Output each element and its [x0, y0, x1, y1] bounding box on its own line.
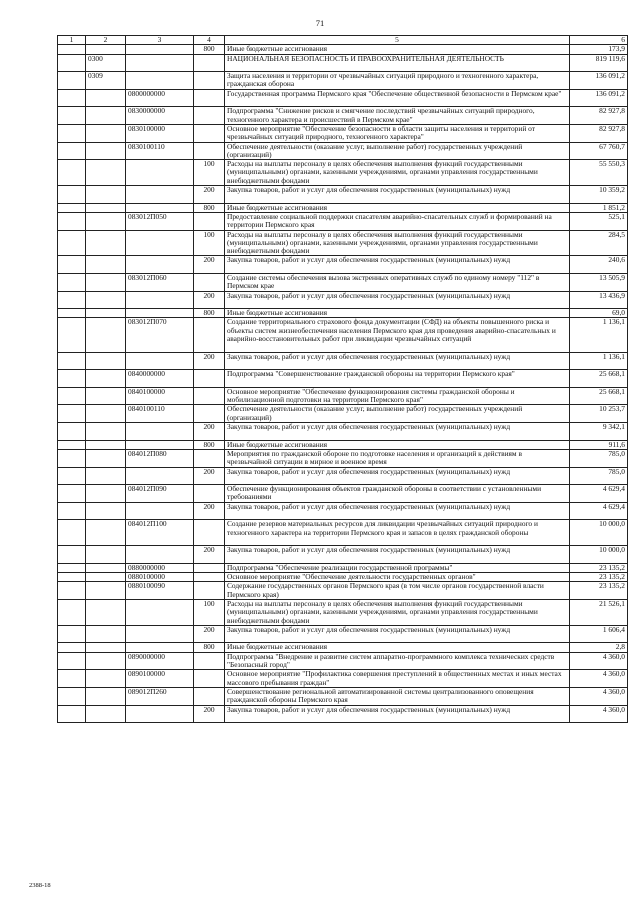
target-article-cell: 084012П100 [126, 520, 194, 546]
item-name-cell: Закупка товаров, работ и услуг для обеспечения государственных (муниципальных) нужд [225, 186, 570, 204]
amount-cell: 2,8 [570, 643, 628, 652]
table-row [58, 387, 628, 405]
expense-type-cell [194, 687, 225, 705]
section-code-cell [86, 160, 126, 186]
amount-cell: 819 119,6 [570, 54, 628, 72]
section-code-cell [86, 291, 126, 309]
target-article-cell [126, 705, 194, 723]
expense-type-cell [194, 107, 225, 125]
empty-cell [58, 670, 86, 688]
expense-type-cell: 800 [194, 309, 225, 318]
table-row [58, 625, 628, 643]
expense-type-cell: 800 [194, 45, 225, 54]
expense-type-cell [194, 387, 225, 405]
table-row [58, 573, 628, 582]
target-article-cell [126, 291, 194, 309]
empty-cell [58, 89, 86, 107]
target-article-cell [126, 546, 194, 564]
column-header: 5 [225, 36, 570, 45]
target-article-cell: 083012П070 [126, 318, 194, 352]
item-name-cell: Обеспечение функционирования объектов гражданской обороны в соответствии с установленными требованиями [225, 485, 570, 503]
column-header-row [58, 36, 628, 45]
table-row [58, 230, 628, 256]
section-code-cell [86, 318, 126, 352]
amount-cell: 10 000,0 [570, 520, 628, 546]
expense-type-cell [194, 573, 225, 582]
empty-cell [58, 405, 86, 423]
target-article-cell [126, 599, 194, 625]
item-name-cell: Закупка товаров, работ и услуг для обеспечения государственных (муниципальных) нужд [225, 625, 570, 643]
table-row [58, 318, 628, 352]
target-article-cell: 083012П060 [126, 274, 194, 292]
amount-cell: 9 342,1 [570, 423, 628, 441]
section-code-cell: 0309 [86, 72, 126, 90]
section-code-cell [86, 124, 126, 142]
section-code-cell [86, 107, 126, 125]
empty-cell [58, 520, 86, 546]
section-code-cell [86, 440, 126, 449]
table-row [58, 440, 628, 449]
table-row [58, 256, 628, 274]
target-article-cell: 0800000000 [126, 89, 194, 107]
section-code-cell [86, 186, 126, 204]
table-row [58, 652, 628, 670]
target-article-cell: 0890000000 [126, 652, 194, 670]
expense-type-cell [194, 124, 225, 142]
target-article-cell [126, 160, 194, 186]
section-code-cell [86, 467, 126, 485]
expense-type-cell: 200 [194, 256, 225, 274]
amount-cell: 785,0 [570, 467, 628, 485]
empty-cell [58, 625, 86, 643]
expense-type-cell [194, 370, 225, 388]
item-name-cell: Создание резервов материальных ресурсов для ликвидации чрезвычайных ситуаций природного и техногенного характера на территории Пермского края и запасов в целях гражданской обороны [225, 520, 570, 546]
table-row [58, 107, 628, 125]
empty-cell [58, 54, 86, 72]
table-row [58, 546, 628, 564]
target-article-cell [126, 186, 194, 204]
target-article-cell [126, 256, 194, 274]
item-name-cell: Обеспечение деятельности (оказание услуг, выполнение работ) государственных учреждений (организаций) [225, 405, 570, 423]
item-name-cell: Закупка товаров, работ и услуг для обеспечения государственных (муниципальных) нужд [225, 546, 570, 564]
empty-cell [58, 467, 86, 485]
expense-type-cell: 200 [194, 502, 225, 520]
item-name-cell: Расходы на выплаты персоналу в целях обеспечения выполнения функций государственными (муниципальными) органами, казенными учреждениями, органами управления государственными внебюджетными фондами [225, 160, 570, 186]
column-header: 6 [570, 36, 628, 45]
target-article-cell [126, 440, 194, 449]
expense-type-cell [194, 582, 225, 600]
expense-type-cell [194, 142, 225, 160]
empty-cell [58, 230, 86, 256]
table-row [58, 670, 628, 688]
item-name-cell: Закупка товаров, работ и услуг для обеспечения государственных (муниципальных) нужд [225, 291, 570, 309]
amount-cell: 4 629,4 [570, 502, 628, 520]
empty-cell [58, 652, 86, 670]
target-article-cell: 0840100110 [126, 405, 194, 423]
expense-type-cell [194, 274, 225, 292]
table-row [58, 212, 628, 230]
item-name-cell: Создание территориального страхового фонда документации (СФД) на объекты повышенного риска и объекты систем жизнеобеспечения населения Пермского края для проведения аварийно-спасательных и аварийно-восстановительных работ при ликвидации чрезвычайных ситуаций [225, 318, 570, 352]
empty-cell [58, 142, 86, 160]
target-article-cell: 084012П090 [126, 485, 194, 503]
footer-document-code: 2388-18 [29, 882, 51, 889]
amount-cell: 21 526,1 [570, 599, 628, 625]
amount-cell: 4 629,4 [570, 485, 628, 503]
amount-cell: 10 359,2 [570, 186, 628, 204]
item-name-cell: Закупка товаров, работ и услуг для обеспечения государственных (муниципальных) нужд [225, 423, 570, 441]
amount-cell: 82 927,8 [570, 124, 628, 142]
empty-cell [58, 573, 86, 582]
section-code-cell [86, 687, 126, 705]
amount-cell: 25 668,1 [570, 387, 628, 405]
empty-cell [58, 212, 86, 230]
amount-cell: 240,6 [570, 256, 628, 274]
empty-cell [58, 502, 86, 520]
expense-type-cell [194, 318, 225, 352]
section-code-cell [86, 212, 126, 230]
empty-cell [58, 352, 86, 370]
amount-cell: 1 606,4 [570, 625, 628, 643]
empty-cell [58, 599, 86, 625]
target-article-cell: 0880100000 [126, 573, 194, 582]
budget-table [57, 35, 628, 723]
section-code-cell [86, 563, 126, 572]
empty-cell [58, 186, 86, 204]
expense-type-cell: 800 [194, 440, 225, 449]
section-code-cell [86, 705, 126, 723]
table-row [58, 274, 628, 292]
item-name-cell: Основное мероприятие "Обеспечение функционирования системы гражданской обороны и мобилизационной подготовки на территории Пермского края" [225, 387, 570, 405]
section-code-cell [86, 387, 126, 405]
section-code-cell [86, 485, 126, 503]
expense-type-cell [194, 72, 225, 90]
amount-cell: 67 760,7 [570, 142, 628, 160]
column-header: 4 [194, 36, 225, 45]
amount-cell: 525,1 [570, 212, 628, 230]
item-name-cell: Закупка товаров, работ и услуг для обеспечения государственных (муниципальных) нужд [225, 705, 570, 723]
item-name-cell: Иные бюджетные ассигнования [225, 309, 570, 318]
target-article-cell: 0890100000 [126, 670, 194, 688]
empty-cell [58, 274, 86, 292]
empty-cell [58, 546, 86, 564]
target-article-cell: 0830100000 [126, 124, 194, 142]
table-row [58, 687, 628, 705]
column-header: 3 [126, 36, 194, 45]
column-header: 2 [86, 36, 126, 45]
item-name-cell: Подпрограмма "Совершенствование гражданской обороны на территории Пермского края" [225, 370, 570, 388]
amount-cell: 69,0 [570, 309, 628, 318]
amount-cell: 136 091,2 [570, 89, 628, 107]
expense-type-cell [194, 89, 225, 107]
target-article-cell [126, 203, 194, 212]
item-name-cell: НАЦИОНАЛЬНАЯ БЕЗОПАСНОСТЬ И ПРАВООХРАНИТЕЛЬНАЯ ДЕЯТЕЛЬНОСТЬ [225, 54, 570, 72]
table-row [58, 405, 628, 423]
table-row [58, 599, 628, 625]
expense-type-cell: 200 [194, 625, 225, 643]
empty-cell [58, 582, 86, 600]
target-article-cell: 0840000000 [126, 370, 194, 388]
amount-cell: 23 135,2 [570, 573, 628, 582]
target-article-cell: 089012П260 [126, 687, 194, 705]
item-name-cell: Государственная программа Пермского края "Обеспечение общественной безопасности в Пермском крае" [225, 89, 570, 107]
section-code-cell [86, 670, 126, 688]
expense-type-cell [194, 54, 225, 72]
amount-cell: 136 091,2 [570, 72, 628, 90]
item-name-cell: Иные бюджетные ассигнования [225, 45, 570, 54]
expense-type-cell: 200 [194, 352, 225, 370]
expense-type-cell [194, 670, 225, 688]
section-code-cell [86, 370, 126, 388]
table-row [58, 352, 628, 370]
amount-cell: 10 000,0 [570, 546, 628, 564]
section-code-cell [86, 89, 126, 107]
target-article-cell [126, 625, 194, 643]
table-row [58, 582, 628, 600]
expense-type-cell [194, 212, 225, 230]
item-name-cell: Основное мероприятие "Обеспечение безопасности в области защиты населения и территорий от чрезвычайных ситуаций природного, техногенного характера" [225, 124, 570, 142]
section-code-cell [86, 520, 126, 546]
amount-cell: 25 668,1 [570, 370, 628, 388]
expense-type-cell: 100 [194, 230, 225, 256]
empty-cell [58, 485, 86, 503]
table-row [58, 89, 628, 107]
expense-type-cell: 200 [194, 291, 225, 309]
section-code-cell [86, 546, 126, 564]
expense-type-cell [194, 485, 225, 503]
empty-cell [58, 107, 86, 125]
column-header: 1 [58, 36, 86, 45]
amount-cell: 82 927,8 [570, 107, 628, 125]
section-code-cell [86, 652, 126, 670]
empty-cell [58, 309, 86, 318]
section-code-cell [86, 573, 126, 582]
empty-cell [58, 687, 86, 705]
empty-cell [58, 423, 86, 441]
amount-cell: 4 360,0 [570, 705, 628, 723]
empty-cell [58, 72, 86, 90]
section-code-cell [86, 203, 126, 212]
table-row [58, 485, 628, 503]
expense-type-cell [194, 405, 225, 423]
amount-cell: 4 360,0 [570, 670, 628, 688]
empty-cell [58, 705, 86, 723]
table-row [58, 54, 628, 72]
item-name-cell: Защита населения и территории от чрезвычайных ситуаций природного и техногенного характера, гражданская оборона [225, 72, 570, 90]
amount-cell: 785,0 [570, 449, 628, 467]
item-name-cell: Закупка товаров, работ и услуг для обеспечения государственных (муниципальных) нужд [225, 467, 570, 485]
item-name-cell: Подпрограмма "Внедрение и развитие систем аппаратно-программного комплекса технических средств "Безопасный город" [225, 652, 570, 670]
expense-type-cell: 200 [194, 423, 225, 441]
target-article-cell [126, 72, 194, 90]
expense-type-cell [194, 652, 225, 670]
expense-type-cell: 100 [194, 160, 225, 186]
target-article-cell [126, 467, 194, 485]
section-code-cell [86, 274, 126, 292]
table-row [58, 449, 628, 467]
table-row [58, 291, 628, 309]
section-code-cell [86, 625, 126, 643]
target-article-cell: 0880000000 [126, 563, 194, 572]
expense-type-cell: 800 [194, 643, 225, 652]
section-code-cell: 0300 [86, 54, 126, 72]
item-name-cell: Подпрограмма "Снижение рисков и смягчение последствий чрезвычайных ситуаций природного, техногенного характера и происшествий в Пермском крае" [225, 107, 570, 125]
amount-cell: 911,6 [570, 440, 628, 449]
target-article-cell: 0830000000 [126, 107, 194, 125]
amount-cell: 13 505,9 [570, 274, 628, 292]
item-name-cell: Основное мероприятие "Профилактика совершения преступлений в общественных местах и иных местах массового пребывания граждан" [225, 670, 570, 688]
section-code-cell [86, 599, 126, 625]
page-number: 71 [315, 18, 325, 28]
amount-cell: 4 360,0 [570, 652, 628, 670]
section-code-cell [86, 502, 126, 520]
table-row [58, 520, 628, 546]
item-name-cell: Создание системы обеспечения вызова экстренных оперативных служб по единому номеру "112" в Пермском крае [225, 274, 570, 292]
table-row [58, 45, 628, 54]
item-name-cell: Закупка товаров, работ и услуг для обеспечения государственных (муниципальных) нужд [225, 352, 570, 370]
target-article-cell: 0840100000 [126, 387, 194, 405]
expense-type-cell [194, 563, 225, 572]
amount-cell: 4 360,0 [570, 687, 628, 705]
expense-type-cell [194, 449, 225, 467]
section-code-cell [86, 142, 126, 160]
item-name-cell: Совершенствование региональной автоматизированной системы централизованного оповещения гражданской обороны Пермского края [225, 687, 570, 705]
target-article-cell: 0830100110 [126, 142, 194, 160]
target-article-cell [126, 352, 194, 370]
amount-cell: 284,5 [570, 230, 628, 256]
section-code-cell [86, 352, 126, 370]
expense-type-cell: 800 [194, 203, 225, 212]
item-name-cell: Содержание государственных органов Пермского края (в том числе органов государственной власти Пермского края) [225, 582, 570, 600]
table-row [58, 502, 628, 520]
item-name-cell: Подпрограмма "Обеспечение реализации государственной программы" [225, 563, 570, 572]
section-code-cell [86, 423, 126, 441]
table-row [58, 186, 628, 204]
expense-type-cell [194, 520, 225, 546]
target-article-cell: 0880100090 [126, 582, 194, 600]
target-article-cell [126, 643, 194, 652]
section-code-cell [86, 643, 126, 652]
table-row [58, 467, 628, 485]
table-row [58, 563, 628, 572]
amount-cell: 23 135,2 [570, 563, 628, 572]
empty-cell [58, 318, 86, 352]
amount-cell: 1 136,1 [570, 318, 628, 352]
expense-type-cell: 200 [194, 186, 225, 204]
empty-cell [58, 563, 86, 572]
target-article-cell [126, 230, 194, 256]
empty-cell [58, 203, 86, 212]
item-name-cell: Обеспечение деятельности (оказание услуг, выполнение работ) государственных учреждений (организаций) [225, 142, 570, 160]
expense-type-cell: 200 [194, 705, 225, 723]
table-row [58, 370, 628, 388]
table-row [58, 423, 628, 441]
amount-cell: 23 135,2 [570, 582, 628, 600]
empty-cell [58, 387, 86, 405]
target-article-cell [126, 502, 194, 520]
amount-cell: 55 550,3 [570, 160, 628, 186]
empty-cell [58, 449, 86, 467]
table-row [58, 124, 628, 142]
section-code-cell [86, 230, 126, 256]
section-code-cell [86, 449, 126, 467]
amount-cell: 10 253,7 [570, 405, 628, 423]
item-name-cell: Расходы на выплаты персоналу в целях обеспечения выполнения функций государственными (муниципальными) органами, казенными учреждениями, органами управления государственными внебюджетными фондами [225, 230, 570, 256]
target-article-cell [126, 54, 194, 72]
amount-cell: 13 436,9 [570, 291, 628, 309]
empty-cell [58, 440, 86, 449]
target-article-cell [126, 45, 194, 54]
amount-cell: 173,9 [570, 45, 628, 54]
target-article-cell: 084012П080 [126, 449, 194, 467]
empty-cell [58, 256, 86, 274]
item-name-cell: Мероприятия по гражданской обороне по подготовке населения и организаций к действиям в чрезвычайной ситуации в мирное и военное время [225, 449, 570, 467]
empty-cell [58, 124, 86, 142]
section-code-cell [86, 256, 126, 274]
item-name-cell: Закупка товаров, работ и услуг для обеспечения государственных (муниципальных) нужд [225, 502, 570, 520]
item-name-cell: Иные бюджетные ассигнования [225, 440, 570, 449]
item-name-cell: Иные бюджетные ассигнования [225, 643, 570, 652]
amount-cell: 1 851,2 [570, 203, 628, 212]
amount-cell: 1 136,1 [570, 352, 628, 370]
empty-cell [58, 45, 86, 54]
item-name-cell: Закупка товаров, работ и услуг для обеспечения государственных (муниципальных) нужд [225, 256, 570, 274]
empty-cell [58, 643, 86, 652]
item-name-cell: Иные бюджетные ассигнования [225, 203, 570, 212]
empty-cell [58, 370, 86, 388]
empty-cell [58, 160, 86, 186]
section-code-cell [86, 405, 126, 423]
section-code-cell [86, 45, 126, 54]
table-row [58, 643, 628, 652]
item-name-cell: Расходы на выплаты персоналу в целях обеспечения выполнения функций государственными (муниципальными) органами, казенными учреждениями, органами управления государственными внебюджетными фондами [225, 599, 570, 625]
expense-type-cell: 200 [194, 467, 225, 485]
table-row [58, 160, 628, 186]
target-article-cell: 083012П050 [126, 212, 194, 230]
expense-type-cell: 200 [194, 546, 225, 564]
target-article-cell [126, 423, 194, 441]
table-row [58, 309, 628, 318]
target-article-cell [126, 309, 194, 318]
section-code-cell [86, 309, 126, 318]
section-code-cell [86, 582, 126, 600]
expense-type-cell: 100 [194, 599, 225, 625]
table-row [58, 203, 628, 212]
item-name-cell: Предоставление социальной поддержки спасателям аварийно-спасательных служб и формирований на территории Пермского края [225, 212, 570, 230]
table-row [58, 72, 628, 90]
item-name-cell: Основное мероприятие "Обеспечение деятельности государственных органов" [225, 573, 570, 582]
table-row [58, 705, 628, 723]
empty-cell [58, 291, 86, 309]
table-row [58, 142, 628, 160]
